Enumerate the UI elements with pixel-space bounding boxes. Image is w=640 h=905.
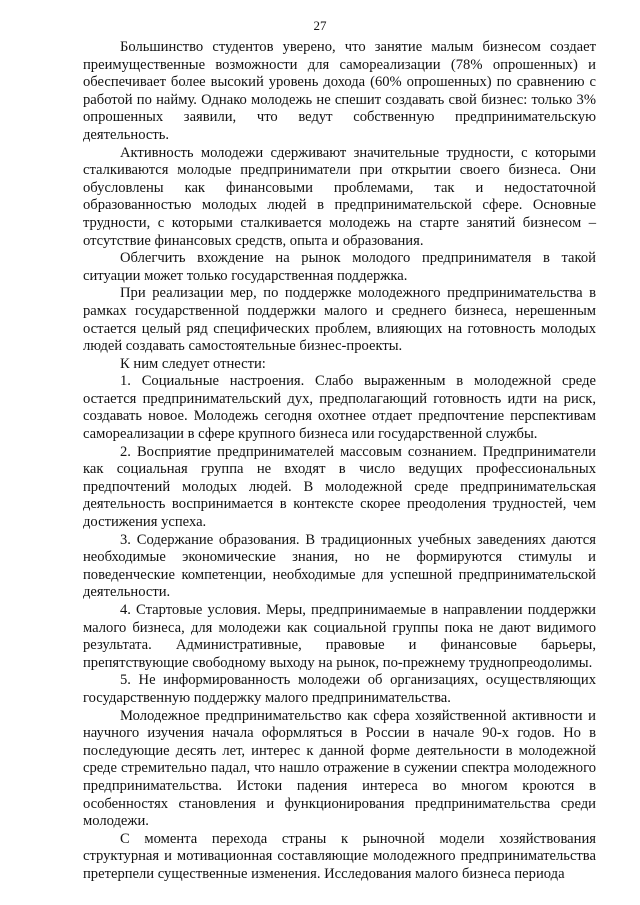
paragraph: Молодежное предпринимательство как сфера хозяйственной активности и научного изучения начала оформляться в России в начале 90-х годов. Но в последующие десять лет, интерес к данной форме деятельности в молодежной среде стремительно падал, что нашло отражение в сужении спектра молодежного предпринимательства. Истоки падения интереса во многом кроются в особенностях становления и функционирования предпринимательства среди молодежи. [83,707,596,830]
paragraph: С момента перехода страны к рыночной модели хозяйствования структурная и мотивационная составляющие молодежного предпринимательства претерпели существенные изменения. Исследования малого бизнеса периода [83,830,596,882]
paragraph: Активность молодежи сдерживают значительные трудности, с которыми сталкиваются молодые предприниматели при открытии своего бизнеса. Они обусловлены как финансовыми проблемами, так и недостаточной образованностью молодых людей в предпринимательской сфере. Основные трудности, с которыми сталкивается молодежь на старте занятий бизнесом – отсутствие финансовых средств, опыта и образования. [83,144,596,249]
list-item-paragraph: 2. Восприятие предпринимателей массовым сознанием. Предприниматели как социальная группа не входят в число ведущих профессиональных предпочтений молодых людей. В молодежной среде предпринимательская деятельность воспринимается в контексте скорее преодоления трудностей, чем достижения успеха. [83,443,596,531]
list-item-paragraph: 5. Не информированность молодежи об организациях, осуществляющих государственную поддержку малого предпринимательства. [83,672,596,706]
list-item-paragraph: 3. Содержание образования. В традиционных учебных заведениях даются необходимые экономические знания, но не формируются стимулы и поведенческие компетенции, необходимые для успешной предпринимательской деятельности. [83,531,596,601]
body-text [83,39,596,884]
list-item-paragraph: 1. Социальные настроения. Слабо выраженным в молодежной среде остается предпринимательский дух, предполагающий готовность идти на риск, создавать новое. Молодежь сегодня охотнее отдает предпочтение перспективам самореализации в сфере крупного бизнеса или государственной службы. [83,373,596,443]
paragraph: К ним следует отнести: [120,355,266,372]
page-number: 27 [313,18,327,33]
paragraph: Большинство студентов уверено, что занятие малым бизнесом создает преимущественные возможности для самореализации (78% опрошенных) и обеспечивает более высокий уровень дохода (60% опрошенных) по сравнению с работой по найму. Однако молодежь не спешит создавать свой бизнес: только 3% опрошенных заявили, что ведут собственную предпринимательскую деятельность. [83,39,596,143]
paragraph: Облегчить вхождение на рынок молодого предпринимателя в такой ситуации может только государственная поддержка. [83,250,596,284]
paragraph: При реализации мер, по поддержке молодежного предпринимательства в рамках государственной поддержки малого и среднего бизнеса, нерешенным остается целый ряд специфических проблем, влияющих на готовность молодых людей создавать самостоятельные бизнес-проекты. [83,285,596,355]
list-item-paragraph: 4. Стартовые условия. Меры, предпринимаемые в направлении поддержки малого бизнеса, для молодежи как социальной группы пока не дают видимого результата. Административные, правовые и финансовые барьеры, препятствующие свободному выходу на рынок, по-прежнему труднопреодолимы. [83,602,596,671]
